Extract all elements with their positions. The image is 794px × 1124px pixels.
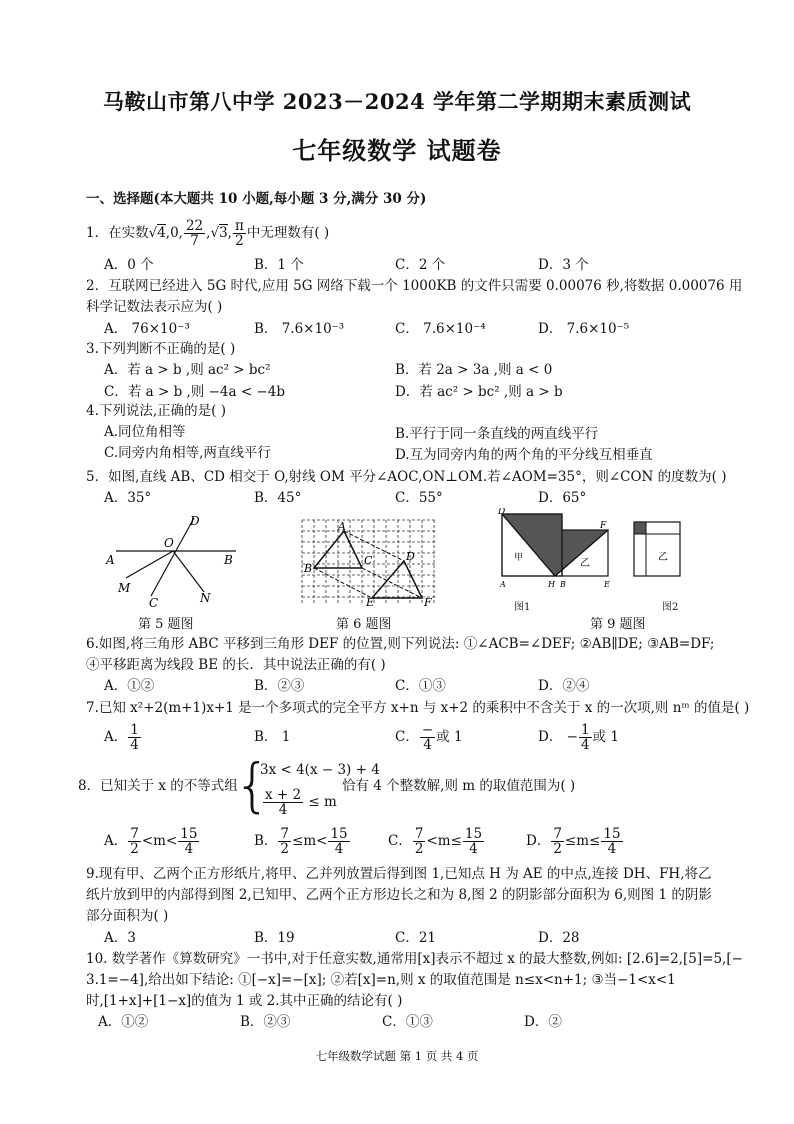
q1-option-b: B．1 个	[254, 257, 304, 273]
q6-option-c: C．①③	[395, 678, 446, 694]
q5-option-c: C．55°	[395, 490, 443, 506]
q2-stem-line2: 科学记数法表示应为( )	[86, 299, 223, 315]
label-h: H	[548, 580, 555, 589]
ray-on	[173, 551, 204, 592]
q6-option-a: A．①②	[104, 678, 155, 694]
label-f: F	[424, 596, 432, 608]
label-yi-fig2: 乙	[658, 552, 668, 563]
caption-fig9-sub2: 图2	[662, 602, 679, 613]
q2-option-c: C． 7.6×10⁻⁴	[395, 321, 486, 337]
label-b: B	[560, 580, 566, 589]
q5-option-a: A．35°	[104, 490, 152, 506]
label-d: D	[498, 508, 506, 517]
q10-option-b: B．②③	[240, 1014, 291, 1030]
figure-q9	[492, 508, 702, 608]
q5-stem: 5．如图,直线 AB、CD 相交于 O,射线 OM 平分∠AOC,ON⊥OM.若∠AOM=35°，则∠CON 的度数为( )	[86, 469, 727, 485]
brace-symbol: {	[234, 751, 271, 819]
label-a: A	[338, 520, 346, 533]
q8-option-d: D． $\frac{7}{2}$ ≤m≤ $\frac{15}{4}$	[526, 826, 621, 857]
section-heading: 一、选择题(本大题共 10 小题,每小题 3 分,满分 30 分)	[86, 191, 427, 207]
label-a: A	[500, 580, 506, 589]
q7-option-b: B． 1	[254, 729, 291, 745]
q3-option-b: B．若 2a > 3a ,则 a < 0	[395, 362, 553, 378]
q8-option-c: C． $\frac{7}{2}$ <m≤ $\frac{15}{4}$	[388, 826, 483, 857]
label-c: C	[149, 596, 159, 610]
label-d: D	[406, 550, 415, 563]
q8-stem-pre: 8．已知关于 x 的不等式组	[78, 778, 238, 794]
q4-option-c: C.同旁内角相等,两直线平行	[104, 445, 271, 461]
sqrt-symbol: √	[148, 225, 158, 241]
q4-stem: 4.下列说法,正确的是( )	[86, 403, 226, 419]
q4-option-b: B.平行于同一条直线的两直线平行	[395, 426, 599, 442]
q5-option-b: B．45°	[254, 490, 302, 506]
label-e: E	[604, 580, 610, 589]
exam-subtitle: 七年级数学 试题卷	[292, 136, 502, 165]
label-a: A	[106, 553, 115, 567]
q9-option-c: C．21	[395, 930, 437, 946]
q6-option-d: D．②④	[538, 678, 590, 694]
q10-option-c: C．①③	[382, 1014, 433, 1030]
ray-om	[126, 551, 173, 578]
q7-option-d: D． − $\frac{1}{4}$ 或 1	[538, 722, 619, 753]
q3-stem: 3.下列判断不正确的是( )	[86, 341, 236, 357]
q3-option-d: D．若 ac² > bc² ,则 a > b	[395, 384, 563, 400]
q7-option-c: C． $\frac{-}{4}$ 或 1	[395, 722, 463, 753]
q2-option-a: A． 76×10⁻³	[104, 321, 190, 337]
label-b: B	[304, 562, 313, 575]
label-m: M	[118, 581, 131, 595]
exam-title: 马鞍山市第八中学 2023－2024 学年第二学期期末素质测试	[102, 89, 691, 114]
figure-q6	[298, 516, 440, 608]
label-c: C	[364, 554, 373, 567]
page-footer: 七年级数学试题 第 1 页 共 4 页	[315, 1049, 479, 1063]
label-n: N	[200, 591, 211, 605]
q8-option-b: B． $\frac{7}{2}$ ≤m< $\frac{15}{4}$	[254, 826, 348, 857]
q3-option-a: A．若 a > b ,则 ac² > bc²	[104, 362, 271, 378]
segment-cf	[362, 568, 422, 598]
q9-option-a: A．3	[104, 930, 136, 946]
shaded-corner	[634, 522, 646, 534]
line-cd	[151, 518, 194, 596]
label-e: E	[366, 596, 375, 608]
label-f: F	[600, 521, 607, 531]
q7-stem: 7.已知 x²+2(m+1)x+1 是一个多项式的完全平方 x+n 与 x+2 的乘积中不含关于 x 的一次项,则 nᵐ 的值是( )	[86, 700, 750, 716]
q1-option-a: A．0 个	[104, 257, 154, 273]
q10-stem-line1: 10. 数学著作《算数研究》一书中,对于任意实数,通常用[x]表示不超过 x 的最大整数,例如: [2.6]=2,[5]=5,[−	[86, 951, 743, 967]
q1-option-c: C．2 个	[395, 257, 446, 273]
segment-be	[314, 568, 372, 598]
q6-stem-line2: ④平移距离为线段 BE 的长．其中说法正确的有( )	[86, 657, 386, 673]
label-b: B	[224, 553, 233, 567]
q8-option-a: A． $\frac{7}{2}$ <m< $\frac{15}{4}$	[104, 826, 198, 857]
q1-option-d: D．3 个	[538, 257, 589, 273]
q9-stem-line1: 9.现有甲、乙两个正方形纸片,将甲、乙并列放置后得到图 1,已知点 H 为 AE 的中点,连接 DH、FH,将乙	[86, 866, 712, 882]
q4-option-a: A.同位角相等	[104, 424, 186, 440]
shaded-region	[502, 514, 608, 576]
q9-option-d: D．28	[538, 930, 580, 946]
figure-q5	[96, 510, 266, 610]
q8-inequality-2: $\frac{x + 2}{4}$ ≤ m	[265, 787, 337, 818]
q10-stem-line2: 3.1=−4],给出如下结论: ①[−x]=−[x]; ②若[x]=n,则 x 的取值范围是 n≤x<n+1; ③当−1<x<1	[86, 972, 676, 988]
q9-stem-line3: 部分面积为( )	[86, 908, 169, 924]
label-d: D	[190, 514, 200, 528]
label-jia: 甲	[514, 553, 524, 563]
fraction-22-7: $\frac{22}{7}$	[185, 218, 204, 249]
q1-stem: 1．在实数√4,0, $\frac{22}{7}$ ,√3, $\frac{\pi}{2}$ 中无理数有( )	[86, 218, 330, 249]
q3-option-c: C．若 a > b ,则 −4a < −4b	[104, 384, 285, 400]
q5-option-d: D．65°	[538, 490, 587, 506]
q6-option-b: B．②③	[254, 678, 305, 694]
q2-option-b: B． 7.6×10⁻³	[254, 321, 345, 337]
q2-stem-line1: 2．互联网已经进入 5G 时代,应用 5G 网络下载一个 1000KB 的文件只需要 0.00076 秒,将数据 0.00076 用	[86, 278, 743, 294]
caption-fig5: 第 5 题图	[138, 617, 194, 632]
fraction-pi-2: $\frac{\pi}{2}$	[234, 218, 244, 249]
label-yi: 乙	[580, 558, 590, 569]
q4-option-d: D.互为同旁内角的两个角的平分线互相垂直	[395, 447, 653, 463]
q2-option-d: D． 7.6×10⁻⁵	[538, 321, 630, 337]
q9-stem-line2: 纸片放到甲的内部得到图 2,已知甲、乙两个正方形边长之和为 8,图 2 的阴影部分面积为 6,则图 1 的阴影	[86, 887, 712, 903]
caption-fig9: 第 9 题图	[590, 617, 646, 632]
q10-option-d: D．②	[524, 1014, 562, 1030]
caption-fig9-sub1: 图1	[514, 602, 531, 613]
q8-inequality-1: 3x < 4(x − 3) + 4	[260, 762, 380, 778]
q10-option-a: A．①②	[98, 1014, 149, 1030]
q8-stem-post: 恰有 4 个整数解,则 m 的取值范围为( )	[342, 778, 576, 794]
q9-option-b: B．19	[254, 930, 295, 946]
caption-fig6: 第 6 题图	[336, 617, 392, 632]
q7-option-a: A． $\frac{1}{4}$	[104, 722, 139, 753]
triangle-def	[372, 561, 422, 598]
q6-stem-line1: 6.如图,将三角形 ABC 平移到三角形 DEF 的位置,则下列说法: ①∠ACB=∠DEF; ②AB∥DE; ③AB=DF;	[86, 636, 715, 652]
label-o: O	[164, 536, 174, 550]
q10-stem-line3: 时,[1+x]+[1−x]的值为 1 或 2.其中正确的结论有( )	[86, 993, 403, 1009]
